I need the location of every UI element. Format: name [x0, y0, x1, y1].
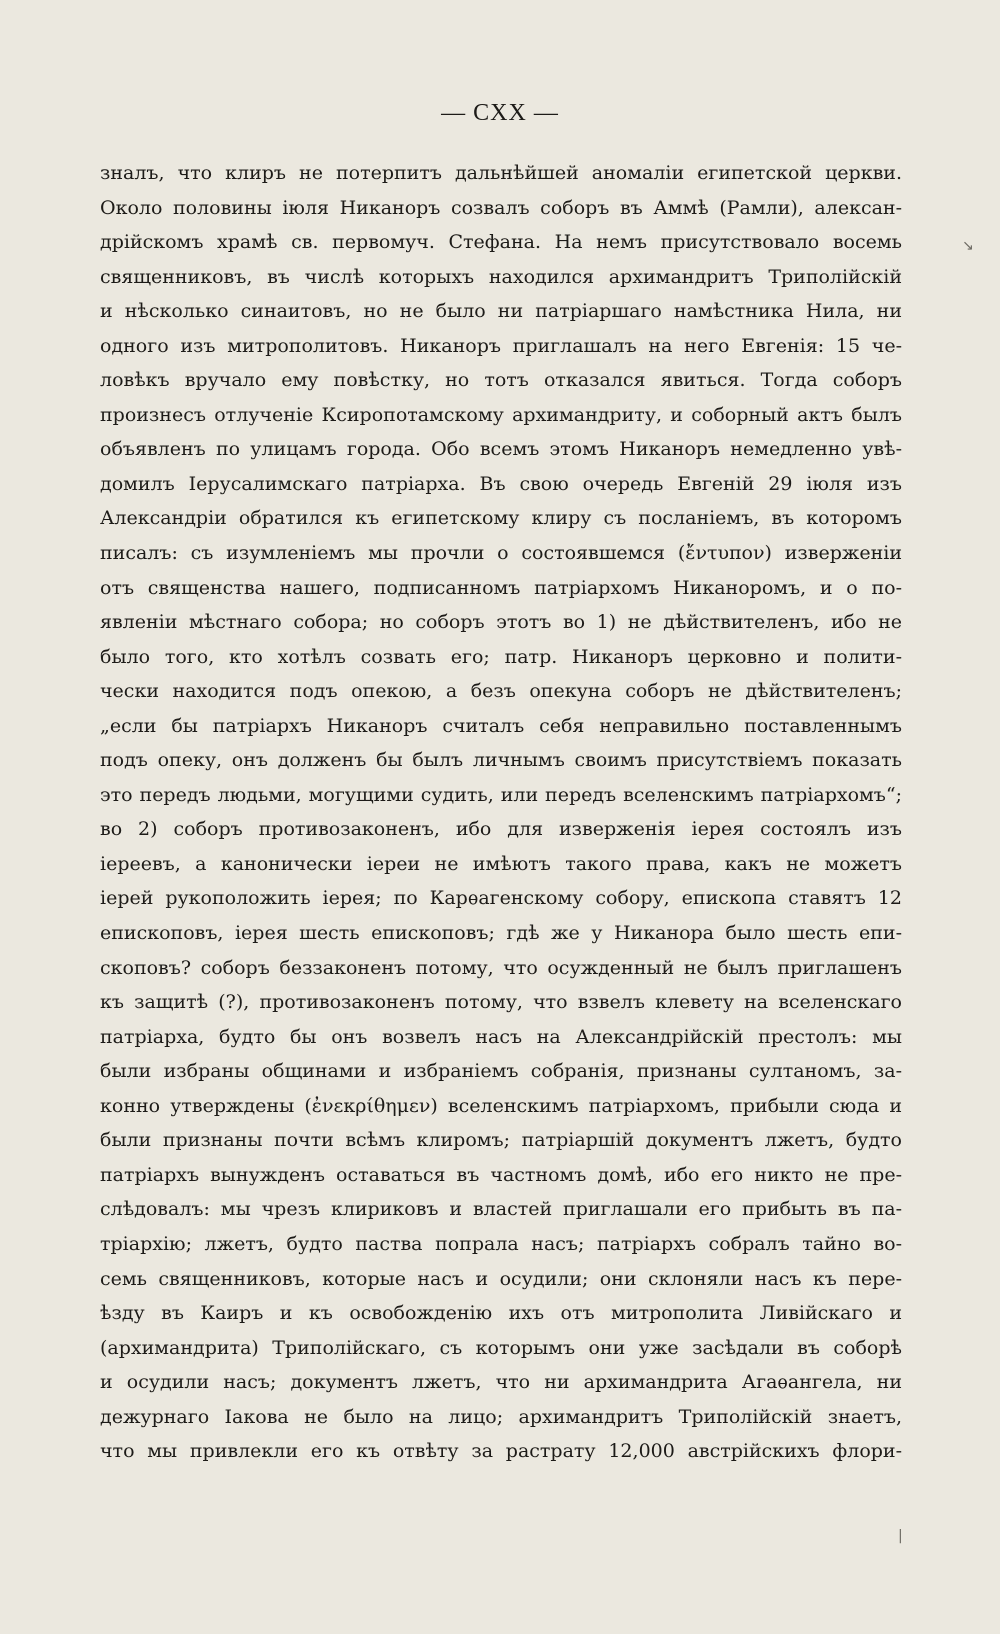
text-line: и нѣсколько синаитовъ, но не было ни патріаршаго намѣстника Нила, ни — [100, 300, 902, 323]
margin-mark: | — [898, 1528, 903, 1544]
page-number: — CXX — — [441, 100, 559, 126]
text-line: іереевъ, а канонически іереи не имѣютъ такого права, какъ не можетъ — [100, 852, 902, 875]
text-line: писалъ: съ изумленіемъ мы прочли о состоявшемся (ἔντυπον) изверженіи — [100, 542, 902, 565]
text-line: подъ опеку, онъ долженъ бы былъ личнымъ своимъ присутствіемъ показать — [100, 749, 902, 772]
text-line: и осудили насъ; документъ лжетъ, что ни архимандрита Агаѳангела, ни — [100, 1371, 902, 1394]
text-line: патріарха, будто бы онъ возвелъ насъ на Александрійскій престолъ: мы — [100, 1025, 902, 1048]
text-line: Около половины іюля Никаноръ созвалъ соборъ въ Аммѣ (Рамли), алексан- — [100, 196, 902, 219]
text-line: что мы привлекли его къ отвѣту за растрату 12,000 австрійскихъ флори- — [100, 1440, 902, 1463]
text-line: семь священниковъ, которые насъ и осудили; они склоняли насъ къ пере- — [100, 1267, 902, 1290]
text-line: произнесъ отлученіе Ксиропотамскому архимандриту, и соборный актъ былъ — [100, 403, 902, 426]
text-line: объявленъ по улицамъ города. Обо всемъ этомъ Никаноръ немедленно увѣ- — [100, 438, 902, 461]
text-line: Александріи обратился къ египетскому клиру съ посланіемъ, въ которомъ — [100, 507, 902, 530]
text-line: чески находится подъ опекою, а безъ опекуна соборъ не дѣйствителенъ; — [100, 680, 902, 703]
text-line: къ защитѣ (?), противозаконенъ потому, что взвелъ клевету на вселенскаго — [100, 991, 902, 1014]
text-line: тріархію; лжетъ, будто паства попрала насъ; патріархъ собралъ тайно во- — [100, 1232, 902, 1255]
text-line: было того, кто хотѣлъ созвать его; патр. Никаноръ церковно и полити- — [100, 645, 902, 668]
text-line: іерей рукоположить іерея; по Карѳагенскому собору, епископа ставятъ 12 — [100, 887, 902, 910]
text-line: скоповъ? соборъ беззаконенъ потому, что осужденный не былъ приглашенъ — [100, 956, 902, 979]
text-line: слѣдовалъ: мы чрезъ клириковъ и властей приглашали его прибыть въ па- — [100, 1198, 902, 1221]
text-line: дрійскомъ храмѣ св. первомуч. Стефана. На немъ присутствовало восемь — [100, 231, 902, 254]
text-line: священниковъ, въ числѣ которыхъ находился архимандритъ Триполійскій — [100, 265, 902, 288]
text-line: одного изъ митрополитовъ. Никаноръ приглашалъ на него Евгенія: 15 че- — [100, 334, 902, 357]
text-line: ѣзду въ Каиръ и къ освобожденію ихъ отъ митрополита Ливійскаго и — [100, 1302, 902, 1325]
text-line: были признаны почти всѣмъ клиромъ; патріаршій документъ лжетъ, будто — [100, 1129, 902, 1152]
text-line: дежурнаго Іакова не было на лицо; архимандритъ Триполійскій знаетъ, — [100, 1405, 902, 1428]
text-line: (архимандрита) Триполійскаго, съ которымъ они уже засѣдали въ соборѣ — [100, 1336, 902, 1359]
text-line: патріархъ вынужденъ оставаться въ частномъ домѣ, ибо его никто не пре- — [100, 1163, 902, 1186]
body-text — [100, 156, 902, 1469]
text-line: конно утверждены (ἐνεκρίθημεν) вселенскимъ патріархомъ, прибыли сюда и — [100, 1094, 902, 1117]
text-line: епископовъ, іерея шесть епископовъ; гдѣ же у Никанора было шесть епи- — [100, 922, 902, 945]
margin-mark: ↘ — [962, 238, 974, 254]
text-line: ловѣкъ вручало ему повѣстку, но тотъ отказался явиться. Тогда соборъ — [100, 369, 902, 392]
text-line: были избраны общинами и избраніемъ собранія, признаны султаномъ, за- — [100, 1060, 902, 1083]
text-line: домилъ Іерусалимскаго патріарха. Въ свою очередь Евгеній 29 іюля изъ — [100, 472, 902, 495]
text-line: зналъ, что клиръ не потерпитъ дальнѣйшей аномаліи египетской церкви. — [100, 162, 902, 184]
text-line: „если бы патріархъ Никаноръ считалъ себя неправильно поставленнымъ — [100, 714, 902, 737]
text-line: отъ священства нашего, подписанномъ патріархомъ Никаноромъ, и о по- — [100, 576, 902, 599]
text-line: явленіи мѣстнаго собора; но соборъ этотъ во 1) не дѣйствителенъ, ибо не — [100, 611, 902, 634]
text-line: это передъ людьми, могущими судить, или передъ вселенскимъ патріархомъ“; — [100, 783, 902, 806]
text-line: во 2) соборъ противозаконенъ, ибо для изверженія іерея состоялъ изъ — [100, 818, 902, 841]
